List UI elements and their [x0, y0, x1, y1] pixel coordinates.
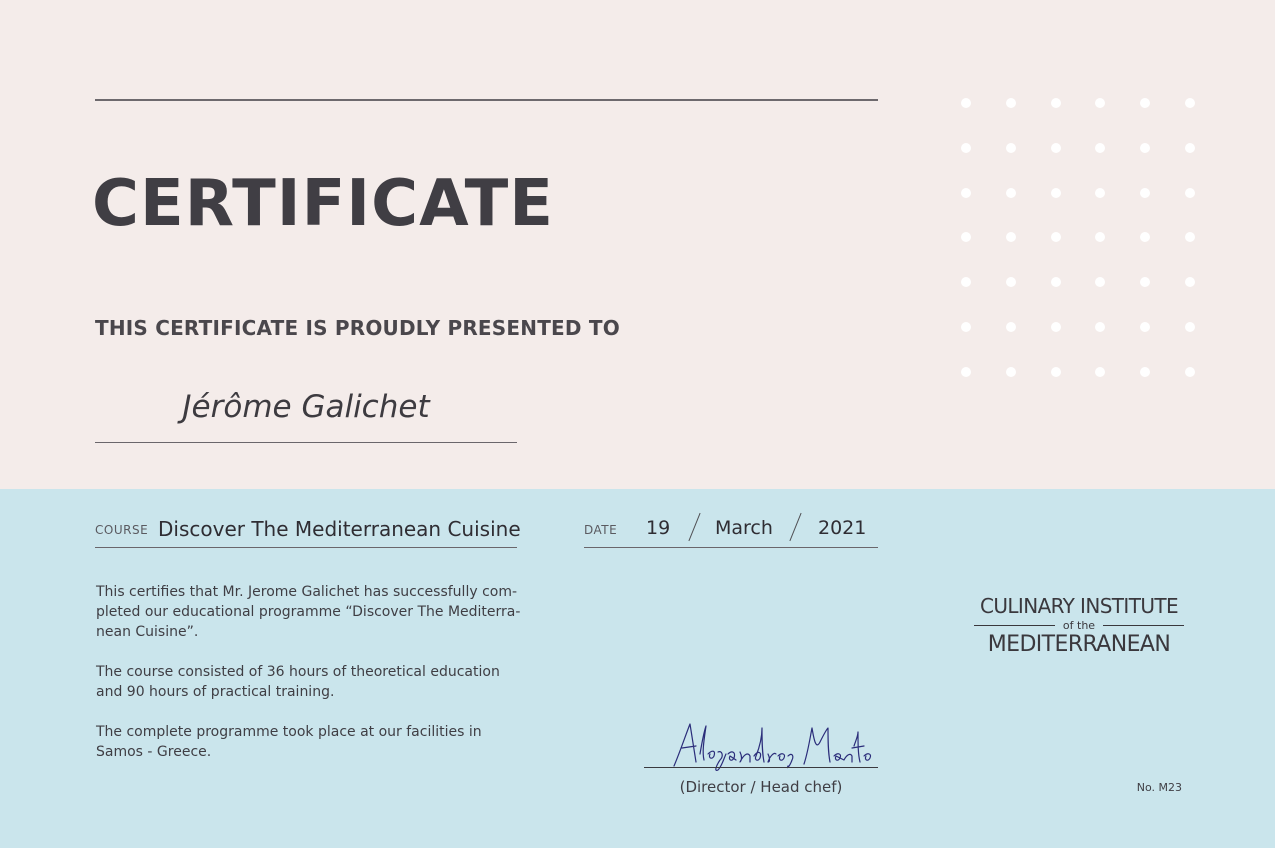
decorative-dot [1006, 98, 1016, 108]
decorative-dot [961, 277, 971, 287]
logo-line-mediterranean: MEDITERRANEAN [987, 632, 1171, 657]
decorative-dot [1185, 322, 1195, 332]
decorative-dot [1051, 98, 1061, 108]
decorative-dot [1006, 143, 1016, 153]
decorative-dot [1095, 143, 1105, 153]
decorative-dot [961, 98, 971, 108]
decorative-dot [1006, 322, 1016, 332]
logo-line-culinary-institute: CULINARY INSTITUTE [979, 594, 1179, 618]
decorative-dot [1185, 143, 1195, 153]
description-paragraph: The course consisted of 36 hours of theoretical education and 90 hours of practical training. [96, 664, 500, 700]
handwritten-signature [644, 716, 878, 772]
decorative-dot [1006, 277, 1016, 287]
certificate-title: CERTIFICATE [92, 167, 554, 241]
description-paragraph: This certifies that Mr. Jerome Galichet has successfully com-pleted our educational programme “Discover The Mediterra-nean Cuisine”. [96, 584, 521, 640]
decorative-dot [1140, 322, 1150, 332]
decorative-dot [1051, 232, 1061, 242]
decorative-dot [1006, 367, 1016, 377]
decorative-dot [1185, 188, 1195, 198]
recipient-underline [95, 442, 517, 443]
recipient-name: Jérôme Galichet [182, 389, 430, 425]
logo-rule-right [1103, 625, 1184, 626]
description-paragraph: The complete programme took place at our facilities in Samos - Greece. [96, 724, 482, 760]
decorative-dot [1095, 98, 1105, 108]
date-day: 19 [646, 517, 671, 539]
decorative-dot [1051, 143, 1061, 153]
course-label: COURSE [95, 523, 149, 537]
decorative-dot [1185, 277, 1195, 287]
decorative-dot [1140, 232, 1150, 242]
course-value: Discover The Mediterranean Cuisine [158, 517, 521, 541]
decorative-dot [1051, 188, 1061, 198]
date-month: March [715, 517, 773, 539]
decorative-dot [1140, 367, 1150, 377]
decorative-dot [1006, 188, 1016, 198]
decorative-dot [1140, 188, 1150, 198]
decorative-dot [961, 188, 971, 198]
date-label: DATE [584, 523, 618, 537]
decorative-dot [1051, 367, 1061, 377]
dot-grid-pattern-icon [956, 93, 1201, 383]
decorative-dot [961, 367, 971, 377]
decorative-dot [1140, 143, 1150, 153]
decorative-dot [1006, 232, 1016, 242]
decorative-dot [1095, 367, 1105, 377]
decorative-dot [1185, 367, 1195, 377]
logo-rule-left [974, 625, 1055, 626]
decorative-dot [1095, 188, 1105, 198]
decorative-dot [1140, 277, 1150, 287]
decorative-dot [1051, 322, 1061, 332]
decorative-dot [1185, 98, 1195, 108]
decorative-dot [1140, 98, 1150, 108]
decorative-dot [961, 143, 971, 153]
logo-middle-row [974, 620, 1184, 631]
decorative-dot [1095, 322, 1105, 332]
signature-line [644, 767, 878, 768]
course-underline [95, 547, 517, 548]
top-divider [95, 99, 878, 101]
decorative-dot [961, 322, 971, 332]
date-underline [584, 547, 878, 548]
decorative-dot [1051, 277, 1061, 287]
decorative-dot [1185, 232, 1195, 242]
presented-to-label: THIS CERTIFICATE IS PROUDLY PRESENTED TO [95, 316, 620, 340]
decorative-dot [1095, 277, 1105, 287]
institute-logo [974, 596, 1184, 656]
decorative-dot [961, 232, 971, 242]
date-year: 2021 [818, 517, 867, 539]
decorative-dot [1095, 232, 1105, 242]
signature-caption: (Director / Head chef) [679, 778, 843, 796]
logo-of-the: of the [1062, 619, 1096, 632]
certificate-number: No. M23 [1136, 781, 1182, 794]
